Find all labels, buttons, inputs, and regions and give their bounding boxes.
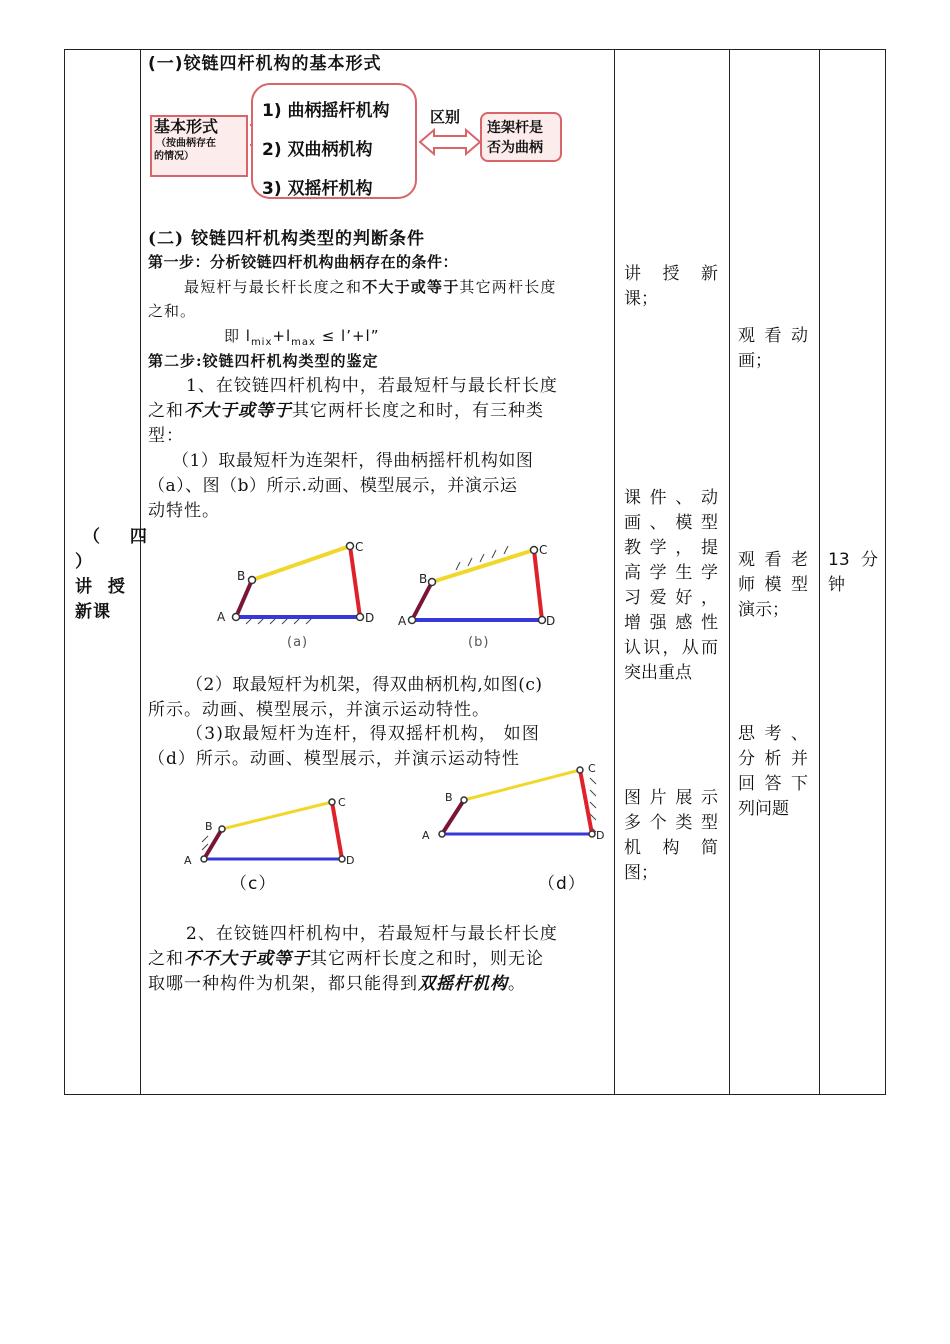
- para4-line1: （3)取最短杆为连杆，得双摇杆机构， 如图: [186, 724, 541, 744]
- mechanism-figure-b: [396, 536, 566, 636]
- para5-line1: 2、在铰链四杆机构中，若最短杆与最长杆长度: [186, 924, 558, 944]
- para5-line3: 取哪一种构件为机架，都只能得到双摇杆机构。: [148, 974, 526, 994]
- step1-title: 第一步：分析铰链四杆机构曲柄存在的条件：: [148, 253, 459, 271]
- para5-line2: 之和不不大于或等于其它两杆长度之和时，则无论: [148, 949, 544, 969]
- coupler-link: [222, 802, 332, 829]
- time-line1: 13 分: [828, 550, 878, 570]
- joint-label-d: D: [346, 854, 355, 867]
- caption-b: (b): [468, 635, 490, 650]
- form-item: 3) 双摇杆机构: [262, 179, 373, 199]
- crank-question-box: [480, 112, 562, 162]
- joint-label-d: D: [365, 611, 375, 625]
- row-label-line3: 讲 授: [75, 577, 130, 597]
- rocker-link: [534, 550, 542, 620]
- basic-form-box-title: 基本形式: [154, 117, 219, 136]
- para3-line1: （2）取最短杆为机架，得双曲柄机构,如图(c): [186, 675, 543, 695]
- rocker-link: [332, 802, 342, 859]
- crank-link: [412, 582, 432, 620]
- crank-link: [442, 800, 464, 834]
- crank-link: [204, 829, 222, 859]
- time-line2: 钟: [828, 575, 846, 595]
- form-item: 2) 双曲柄机构: [262, 140, 373, 160]
- joint-label-b: B: [237, 569, 246, 583]
- joint-label-b: B: [205, 820, 213, 833]
- para2-line2: （a）、图（b）所示.动画、模型展示，并演示运: [148, 476, 518, 496]
- teacher-note-3: 图片展示 多个类型 机 构 简 图；: [624, 788, 718, 883]
- joint-label-b: B: [419, 572, 428, 586]
- col-divider: [140, 50, 141, 1094]
- col-divider: [729, 50, 730, 1094]
- row-label-line2: ）: [75, 552, 93, 572]
- joint-label-b: B: [445, 791, 453, 804]
- mechanism-figure-a: [212, 536, 382, 636]
- col-divider: [614, 50, 615, 1094]
- joint-label-c: C: [539, 543, 548, 557]
- form-item: 1) 曲柄摇杆机构: [262, 101, 390, 121]
- caption-d: （d）: [538, 874, 586, 894]
- mechanism-figure-d: [418, 758, 613, 848]
- crank-question-line2: 否为曲柄: [487, 140, 543, 156]
- student-note-3: 思考、 分析并 回答下 列问题: [738, 724, 808, 819]
- basic-form-box-sub1: （按曲柄存在: [156, 138, 216, 149]
- coupler-link: [252, 546, 350, 580]
- coupler-link: [464, 770, 580, 800]
- joint-label-a: A: [398, 614, 407, 628]
- para2-line1: （1）取最短杆为连架杆，得曲柄摇杆机构如图: [172, 451, 534, 471]
- para4-line2: （d）所示。动画、模型展示，并演示运动特性: [148, 749, 520, 769]
- formula: 即 $l_{mix}+l_{max}$ ≤ l’+l”: [224, 327, 380, 348]
- para1-line1: 1、在铰链四杆机构中，若最短杆与最长杆长度: [186, 376, 558, 396]
- joint-label-c: C: [588, 762, 596, 775]
- diff-label: 区别: [430, 108, 461, 126]
- student-note-1: 观 看 动 画；: [738, 326, 808, 371]
- step2-title: 第二步:铰链四杆机构类型的鉴定: [148, 352, 379, 370]
- joint-label-a: A: [184, 854, 192, 867]
- step1-text-cont: 之和。: [148, 302, 197, 320]
- para1-line3: 型：: [148, 426, 184, 446]
- row-label-line1: （ 四: [83, 527, 159, 547]
- crank-link: [236, 580, 252, 617]
- caption-a: (a): [287, 635, 309, 650]
- joint-label-a: A: [217, 610, 226, 624]
- double-arrow-icon: [420, 130, 480, 154]
- para1-line2: 之和不大于或等于其它两杆长度之和时，有三种类: [148, 401, 544, 421]
- teacher-note-2: 课件、动 画、模型 教学，提 高学生学 习爱好， 增强感性 认识，从而 突出重点: [624, 488, 718, 683]
- forms-list: [262, 92, 390, 209]
- para3-line2: 所示。动画、模型展示，并演示运动特性。: [148, 700, 490, 720]
- para2-line3: 动特性。: [148, 501, 220, 521]
- joint-label-c: C: [355, 540, 364, 554]
- joint-label-a: A: [422, 829, 430, 842]
- basic-form-box-sub2: 的情况）: [154, 151, 194, 162]
- caption-c: （c）: [230, 874, 277, 894]
- row-label-line4: 新课: [75, 602, 111, 622]
- rocker-link: [350, 546, 360, 617]
- joint-label-d: D: [596, 829, 605, 842]
- section2-title: (二) 铰链四杆机构类型的判断条件: [148, 229, 426, 249]
- teacher-note-1: 讲 授 新 课；: [624, 264, 718, 309]
- crank-question-line1: 连架杆是: [487, 120, 543, 136]
- section1-title: (一)铰链四杆机构的基本形式: [148, 54, 382, 74]
- joint-label-d: D: [546, 614, 556, 628]
- student-note-2: 观看老 师模型 演示；: [738, 550, 808, 620]
- step1-text: 最短杆与最长杆长度之和不大于或等于其它两杆长度: [184, 278, 557, 296]
- joint-label-c: C: [338, 796, 346, 809]
- coupler-link: [432, 550, 534, 582]
- col-divider: [819, 50, 820, 1094]
- basic-form-box: [150, 115, 248, 177]
- mechanism-figure-c: [180, 790, 360, 870]
